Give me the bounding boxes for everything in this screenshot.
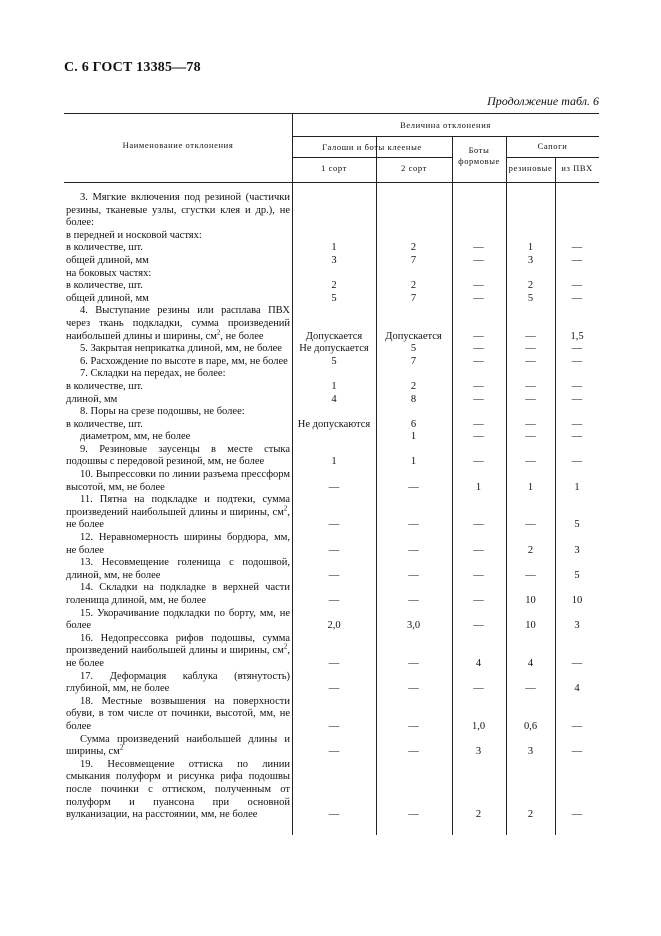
table-row xyxy=(64,293,599,306)
value-cell: 0,6 xyxy=(523,720,538,732)
value-cell: — xyxy=(571,355,583,367)
value-cell: — xyxy=(473,242,484,254)
value-cell: 10 xyxy=(525,595,536,606)
value-cell: — xyxy=(525,355,536,367)
value-cell: — xyxy=(473,254,484,266)
deviation-name: в передней и носковой частях: xyxy=(66,229,202,241)
value-cell: 3 xyxy=(574,620,580,632)
value-cell: 7 xyxy=(410,355,417,367)
table-row xyxy=(64,734,599,759)
value-cell: — xyxy=(328,569,340,581)
value-cell: 1 xyxy=(475,481,482,493)
value-cell: — xyxy=(571,657,583,669)
table-row xyxy=(64,532,599,557)
header-sapogi: Сапоги xyxy=(537,141,568,151)
value-cell: 2 xyxy=(527,809,534,821)
value-cell: — xyxy=(473,544,484,556)
value-cell: 3,0 xyxy=(406,620,421,632)
value-cell: — xyxy=(571,418,583,430)
value-cell: — xyxy=(473,280,484,292)
deviation-name: 14. Складки на подкладке в верхней части голенища длиной, мм, не более xyxy=(66,582,290,606)
table-continuation-label: Продолжение табл. 6 xyxy=(487,94,599,108)
value-cell: 5 xyxy=(331,355,337,367)
value-cell: 2 xyxy=(410,242,417,254)
value-cell: — xyxy=(473,456,484,468)
deviation-name: 18. Местные возвышения на поверхности обуви, в том числе от починки, высотой, мм, не более xyxy=(66,695,290,732)
table-row xyxy=(64,444,599,469)
table-row xyxy=(64,557,599,582)
table-row xyxy=(64,242,599,255)
value-cell: — xyxy=(571,380,583,392)
value-cell: — xyxy=(408,657,419,669)
value-cell: — xyxy=(328,481,340,493)
deviation-name: 4. Выступание резины или расплава ПВХ через ткань подкладки, сумма произведений наибольшей длины и ширины, $см^2$, не более xyxy=(66,305,290,342)
value-cell: — xyxy=(328,746,340,758)
value-cell: — xyxy=(328,683,340,695)
value-cell: — xyxy=(408,809,419,821)
value-cell: 1 xyxy=(527,242,534,254)
value-cell: — xyxy=(571,343,583,355)
value-cell: — xyxy=(525,569,536,581)
deviation-name: 12. Неравномерность ширины бордюра, мм, не более xyxy=(66,532,290,556)
value-cell: — xyxy=(525,380,536,392)
value-cell: — xyxy=(571,456,583,468)
value-cell: 1 xyxy=(574,481,580,493)
value-cell: — xyxy=(473,683,484,695)
deviation-name: 5. Закрытая неприкатка длиной, мм, не более xyxy=(80,343,282,355)
table-row xyxy=(64,582,599,607)
value-cell: — xyxy=(328,595,340,606)
value-cell: 1,5 xyxy=(570,330,584,342)
table-row xyxy=(64,394,599,407)
table-row xyxy=(64,406,599,419)
deviation-name: в количестве, шт. xyxy=(66,242,143,254)
value-cell: — xyxy=(473,380,484,392)
deviation-name: в количестве, шт. xyxy=(66,418,143,430)
value-cell: — xyxy=(571,809,583,821)
value-cell: — xyxy=(473,355,484,367)
table-row xyxy=(64,608,599,633)
value-cell: Допускается xyxy=(305,330,363,342)
value-cell: — xyxy=(525,418,536,430)
value-cell: 5 xyxy=(574,569,580,581)
value-cell: 7 xyxy=(410,292,417,304)
deviation-name: диаметром, мм, не более xyxy=(80,431,191,443)
deviation-name: 15. Укорачивание подкладки по борту, мм, не более xyxy=(66,607,290,632)
header-boty-formovye xyxy=(452,145,506,166)
value-cell: — xyxy=(525,330,536,342)
value-cell: 3 xyxy=(475,746,482,758)
value-cell: 4 xyxy=(331,393,337,405)
deviation-name: на боковых частях: xyxy=(66,267,152,279)
header-boty-line2: формовые xyxy=(458,155,500,166)
value-cell: — xyxy=(473,519,484,531)
value-cell: — xyxy=(571,292,583,304)
value-cell: — xyxy=(571,254,583,266)
value-cell: — xyxy=(328,809,340,821)
value-cell: 2 xyxy=(331,280,337,292)
table-body xyxy=(64,183,599,822)
value-cell: — xyxy=(408,746,419,758)
value-cell: 2,0 xyxy=(327,620,341,632)
value-cell: — xyxy=(473,292,484,304)
deviation-name: 9. Резиновые заусенцы в месте стыка подошвы с передовой резиной, мм, не более xyxy=(66,443,290,468)
table-row xyxy=(64,469,599,494)
value-cell: — xyxy=(525,683,536,695)
value-cell: — xyxy=(473,343,484,355)
value-cell: — xyxy=(571,393,583,405)
value-cell: — xyxy=(328,657,340,669)
deviation-name: 11. Пятна на подкладке и подтеки, сумма произведений наибольшей длины и ширины, $см^2$, не более xyxy=(66,494,290,531)
deviation-table xyxy=(64,113,599,822)
value-cell: — xyxy=(408,519,419,531)
table-row xyxy=(64,343,599,356)
value-cell: 4 xyxy=(475,657,482,669)
value-cell: — xyxy=(571,746,583,758)
value-cell: 10 xyxy=(571,595,583,606)
value-cell: — xyxy=(408,544,419,556)
table-row xyxy=(64,368,599,381)
value-cell: — xyxy=(408,481,419,493)
value-cell: 1 xyxy=(410,456,417,468)
value-cell: — xyxy=(408,683,419,695)
value-cell: — xyxy=(328,519,340,531)
value-cell: — xyxy=(328,544,340,556)
deviation-name: 16. Недопрессовка рифов подошвы, сумма произведений наибольшей длины и ширины, $см^2$, не более xyxy=(66,632,290,669)
value-cell: 10 xyxy=(525,620,536,632)
value-cell: 2 xyxy=(527,280,534,292)
deviation-name: 8. Поры на срезе подошвы, не более: xyxy=(80,406,245,418)
value-cell: — xyxy=(525,393,536,405)
value-cell: 1 xyxy=(527,481,534,493)
value-cell: Не допускается xyxy=(299,343,369,355)
value-cell: — xyxy=(571,720,583,732)
value-cell: — xyxy=(473,393,484,405)
value-cell: 5 xyxy=(331,292,337,304)
table-row xyxy=(64,759,599,822)
header-pvc: из ПВХ xyxy=(561,163,593,173)
value-cell: 8 xyxy=(410,393,417,405)
value-cell: Допускается xyxy=(385,330,442,342)
value-cell: 5 xyxy=(574,519,580,531)
header-grade-2: 2 сорт xyxy=(401,163,427,173)
table-row xyxy=(64,696,599,734)
value-cell: — xyxy=(525,431,536,443)
table-row xyxy=(64,280,599,293)
value-cell: — xyxy=(328,720,340,732)
value-cell: — xyxy=(408,720,419,732)
deviation-name: 3. Мягкие включения под резиной (частички резины, тканевые узлы, сгустки клея и др.), не более: xyxy=(66,192,290,229)
value-cell: — xyxy=(473,620,484,632)
value-cell: — xyxy=(473,418,484,430)
table-row xyxy=(64,305,599,343)
value-cell: 5 xyxy=(410,343,417,355)
header-deviation-value: Величина отклонения xyxy=(400,120,491,130)
value-cell: Не допускаются xyxy=(297,418,371,430)
header-boty-line1: Боты xyxy=(468,145,490,155)
header-rubber: резиновые xyxy=(508,163,553,173)
deviation-name: 10. Выпрессовки по линии разъема прессформ высотой, мм, не более xyxy=(66,469,290,493)
value-cell: — xyxy=(473,431,484,443)
value-cell: 3 xyxy=(527,746,534,758)
value-cell: — xyxy=(473,569,484,581)
table-header xyxy=(64,113,599,183)
value-cell: 4 xyxy=(527,657,534,669)
value-cell: 2 xyxy=(475,809,482,821)
deviation-name: 6. Расхождение по высоте в паре, мм, не более xyxy=(80,355,288,367)
deviation-name: длиной, мм xyxy=(66,393,118,405)
value-cell: 3 xyxy=(574,544,580,556)
table-row xyxy=(64,268,599,281)
deviation-name: в количестве, шт. xyxy=(66,380,143,392)
table-row xyxy=(64,192,599,230)
value-cell: 5 xyxy=(527,292,534,304)
header-deviation-name: Наименование отклонения xyxy=(122,140,234,150)
header-grade-1: 1 сорт xyxy=(321,163,347,173)
table-row xyxy=(64,255,599,268)
value-cell: 1,0 xyxy=(471,720,486,732)
value-cell: — xyxy=(408,595,419,606)
value-cell: — xyxy=(525,456,536,468)
table-row xyxy=(64,230,599,243)
table-row xyxy=(64,356,599,369)
value-cell: — xyxy=(525,343,536,355)
value-cell: 3 xyxy=(527,254,534,266)
value-cell: — xyxy=(571,242,583,254)
table-row xyxy=(64,671,599,696)
header-galoshi-boty: Галоши и боты клееные xyxy=(322,142,422,152)
value-cell: 2 xyxy=(410,280,417,292)
value-cell: 4 xyxy=(574,683,580,695)
value-cell: 6 xyxy=(410,418,417,430)
value-cell: 2 xyxy=(410,380,417,392)
value-cell: — xyxy=(571,280,583,292)
deviation-name: в количестве, шт. xyxy=(66,280,143,292)
value-cell: 1 xyxy=(331,456,337,468)
deviation-name: 19. Несовмещение оттиска по линии смыкания полуформ и рисунка рифа подошвы после починки с оттиском, полученным от полуформ и пуансона при основной вулканизации, на расстоянии, мм, не более xyxy=(66,758,290,821)
value-cell: 1 xyxy=(331,242,337,254)
value-cell: — xyxy=(473,330,484,342)
deviation-name: общей длиной, мм xyxy=(66,254,149,266)
value-cell: — xyxy=(408,569,419,581)
deviation-name: 17. Деформация каблука (втянутость) глубиной, мм, не более xyxy=(66,670,290,695)
value-cell: 2 xyxy=(527,544,534,556)
table-row xyxy=(64,381,599,394)
value-cell: 1 xyxy=(410,431,417,443)
table-row xyxy=(64,431,599,444)
table-row xyxy=(64,633,599,671)
table-row xyxy=(64,419,599,432)
value-cell: 7 xyxy=(410,254,417,266)
value-cell: — xyxy=(571,431,583,443)
deviation-name: Сумма произведений наибольшей длины и ширины, $см^2$ xyxy=(66,733,290,758)
deviation-name: 13. Несовмещение голенища с подошвой, длиной, мм, не более xyxy=(66,557,290,581)
deviation-name: общей длиной, мм xyxy=(66,292,149,304)
value-cell: 3 xyxy=(331,254,337,266)
value-cell: 1 xyxy=(331,380,337,392)
value-cell: — xyxy=(473,595,484,606)
value-cell: — xyxy=(525,519,536,531)
deviation-name: 7. Складки на передах, не более: xyxy=(80,368,226,380)
page-title: С. 6 ГОСТ 13385—78 xyxy=(64,60,201,75)
table-row xyxy=(64,494,599,532)
